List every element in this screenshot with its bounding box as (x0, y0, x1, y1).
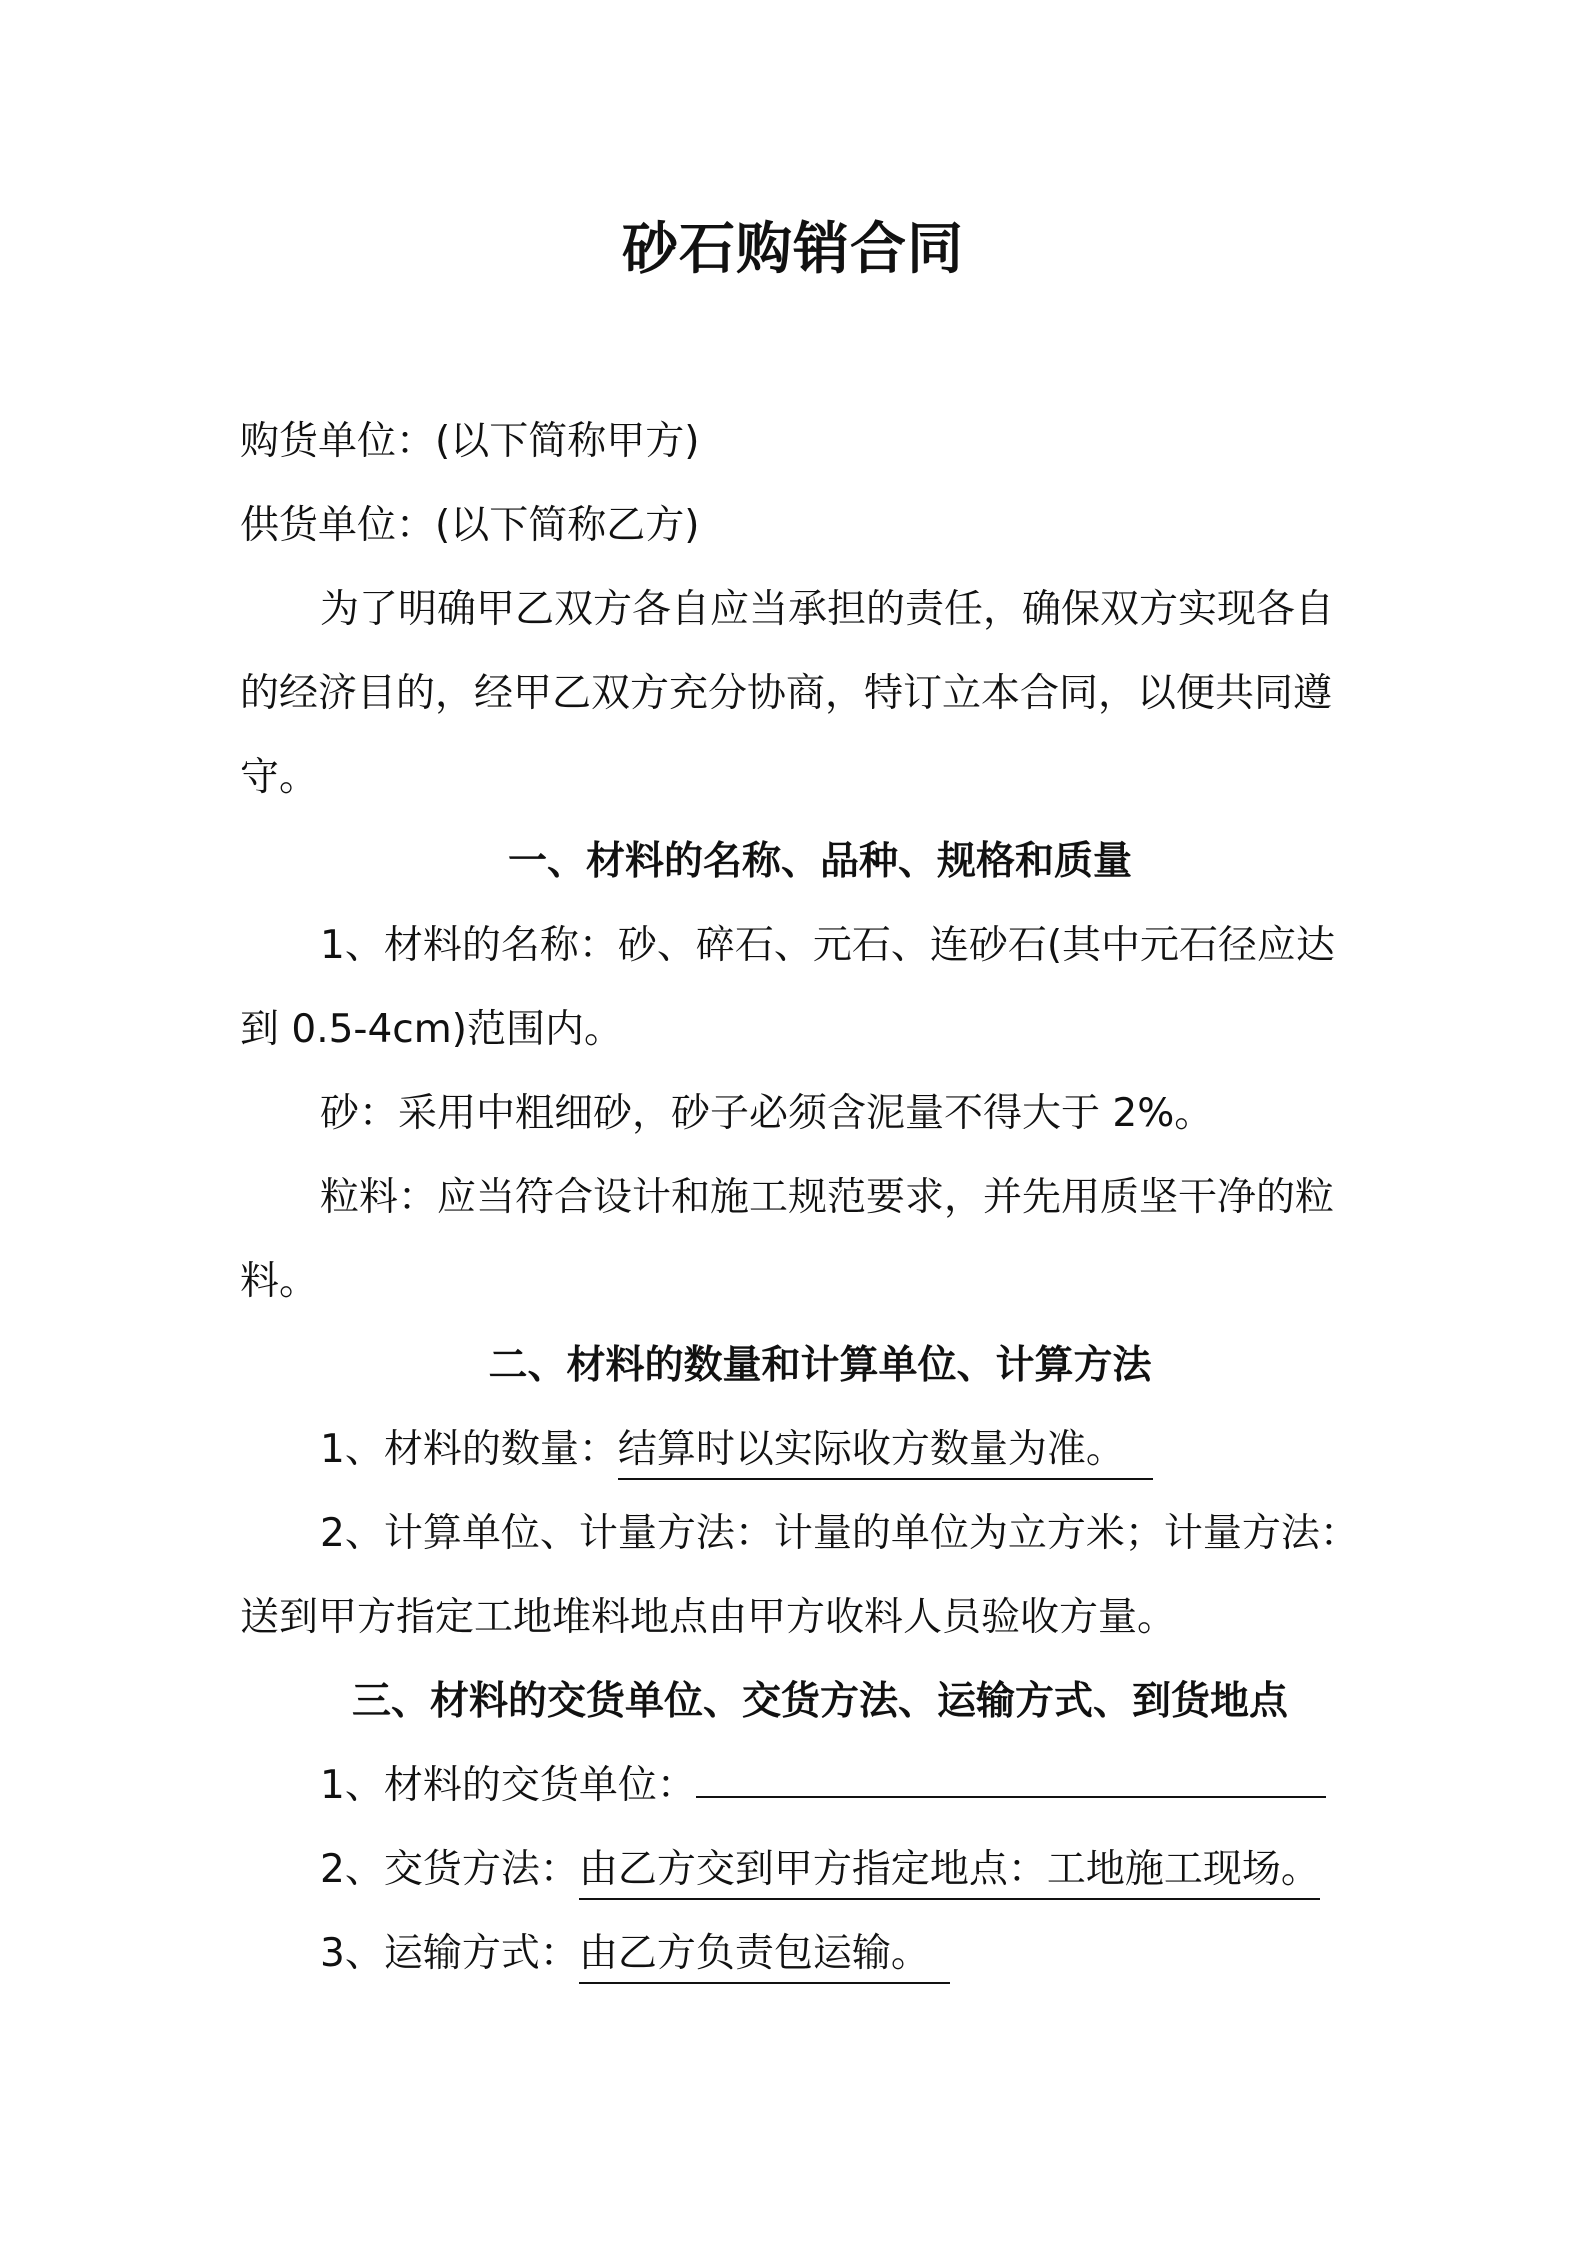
section-heading-materials: 一、材料的名称、品种、规格和质量 (507, 839, 1132, 884)
section-heading-quantity: 二、材料的数量和计算单位、计算方法 (488, 1343, 1152, 1388)
intro-paragraph-line: 为了明确甲乙双方各自应当承担的责任，确保双方实现各自 (320, 587, 1335, 632)
quantity-value: 结算时以实际收方数量为准。 (618, 1422, 1153, 1480)
page-title: 砂石购销合同 (622, 217, 964, 282)
section-heading-delivery: 三、材料的交货单位、交货方法、运输方式、到货地点 (351, 1679, 1288, 1724)
sand-spec-line: 砂：采用中粗细砂，砂子必须含泥量不得大于 2%。 (320, 1091, 1214, 1136)
material-name-line: 1、材料的名称：砂、碎石、元石、连砂石(其中元石径应达 (320, 923, 1336, 968)
material-name-line: 到 0.5-4cm)范围内。 (240, 1007, 623, 1052)
delivery-unit-blank (696, 1756, 1326, 1798)
granule-spec-line: 粒料：应当符合设计和施工规范要求，并先用质坚干净的粒 (320, 1175, 1335, 1220)
transport-label: 3、运输方式： (320, 1931, 579, 1976)
intro-paragraph-line: 守。 (240, 755, 319, 800)
intro-paragraph-line: 的经济目的，经甲乙双方充分协商，特订立本合同，以便共同遵 (240, 671, 1333, 716)
delivery-method-value: 由乙方交到甲方指定地点：工地施工现场。 (579, 1842, 1320, 1900)
unit-method-line: 送到甲方指定工地堆料地点由甲方收料人员验收方量。 (240, 1595, 1177, 1640)
contract-body (240, 400, 1360, 1996)
transport-value: 由乙方负责包运输。 (579, 1926, 950, 1984)
delivery-unit-line (240, 1744, 1360, 1828)
delivery-method-label: 2、交货方法： (320, 1847, 579, 1892)
quantity-label: 1、材料的数量： (320, 1427, 618, 1472)
unit-method-line: 2、计算单位、计量方法：计量的单位为立方米；计量方法： (320, 1511, 1359, 1556)
buyer-line: 购货单位：(以下简称甲方) (240, 419, 700, 464)
delivery-unit-label: 1、材料的交货单位： (320, 1763, 696, 1808)
delivery-method-line (240, 1828, 1360, 1912)
transport-line (240, 1912, 1360, 1996)
granule-spec-line: 料。 (240, 1259, 319, 1304)
seller-line: 供货单位：(以下简称乙方) (240, 503, 700, 548)
quantity-line (240, 1408, 1360, 1492)
